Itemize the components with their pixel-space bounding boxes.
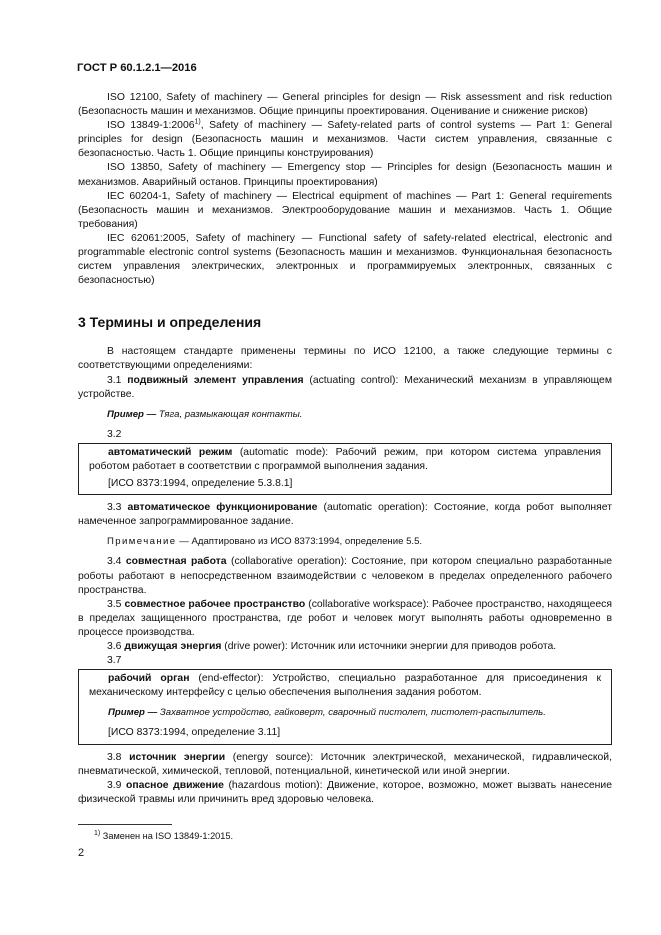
term-entry: 3.8 источник энергии (energy source): Источник электрической, механической, гидравлической, пневматической, химической, тепловой, потенциальной, кинетической или иной энергии.	[78, 751, 612, 777]
footnote-divider	[78, 824, 172, 825]
page-content	[78, 91, 612, 807]
term-note: Примечание — Адаптировано из ИСО 8373:1994, определение 5.5.	[107, 536, 423, 548]
term-entry: 3.4 совместная работа (collaborative operation): Состояние, при котором специально разработанные роботы работают в непосредственном взаимодействии с человеком в пределах определенного рабочего пространства.	[78, 556, 612, 596]
section-title: 3 Термины и определения	[78, 314, 262, 331]
term-example: Пример — Захватное устройство, гайковерт, сварочный пистолет, пистолет-распылитель.	[108, 707, 546, 719]
reference-item: ISO 13850, Safety of machinery — Emergency stop — Principles for design (Безопасность машин и механизмов. Аварийный останов. Принципы проектирования)	[78, 162, 613, 188]
term-entry: автоматический режим (automatic mode): Рабочий режим, при котором система управления роботом работает в соответствии с программой выполнения задания.	[89, 446, 602, 472]
footnote-marker: 1)	[194, 118, 201, 126]
term-entry: 3.9 опасное движение (hazardous motion): Движение, которое, возможно, может вызвать нанесение физической травмы или причинить вред здоровью человека.	[78, 779, 612, 805]
term-entry: 3.5 совместное рабочее пространство (collaborative workspace): Рабочее пространство, находящееся в пределах защищенного пространства, где робот и человек могут выполнять работы одновременно в процессе производства.	[78, 598, 612, 638]
term-source: [ИСО 8373:1994, определение 3.11]	[108, 727, 281, 739]
document-header: ГОСТ Р 60.1.2.1—2016	[77, 62, 197, 74]
term-box	[78, 669, 612, 744]
term-entry: 3.3 автоматическое функционирование (automatic operation): Состояние, когда робот выполняет намеченное запрограммированное задание.	[78, 502, 612, 528]
term-example: Пример — Тяга, размыкающая контакты.	[107, 408, 303, 420]
term-number: 3.2	[107, 428, 122, 440]
term-entry: 3.6 движущая энергия (drive power): Источник или источники энергии для приводов робота.	[107, 641, 557, 652]
page-number: 2	[78, 847, 85, 859]
section-intro: В настоящем стандарте применены термины по ИСО 12100, а также следующие термины с соответствующими определениями:	[78, 346, 612, 372]
reference-item: IEC 62061:2005, Safety of machinery — Functional safety of safety-related electrical, electronic and programmable electronic control systems (Безопасность машин и механизмов. Функциональная безопасность систем управления электрических, электронных и программируемых электронных, связанных с безопасностью)	[78, 232, 613, 287]
reference-item: IEC 60204-1, Safety of machinery — Electrical equipment of machines — Part 1: General requirements (Безопасность машин и механизмов. Электрооборудование машин и механизмов. Часть 1. Общие требования)	[78, 190, 613, 230]
term-box	[78, 443, 612, 495]
term-number: 3.7	[107, 655, 122, 667]
reference-item: ISO 12100, Safety of machinery — General principles for design — Risk assessment and risk reduction (Безопасность машин и механизмов. Общие принципы проектирования. Оценивание и снижение рисков)	[78, 92, 613, 118]
term-entry: 3.1 подвижный элемент управления (actuating control): Механический механизм в управляющем устройстве.	[78, 374, 612, 400]
footnote: $^{1)}$ Заменен на ISO 13849-1:2015.	[94, 829, 234, 841]
reference-item: ISO 13849-1:2006$^{1)}$, Safety of machinery — Safety-related parts of control systems — Part 1: General principles for design (Безопасность машин и механизмов. Части систем управления, связанные с безопасностью. Часть 1. Общие принципы конструирования)	[78, 118, 613, 160]
term-source: [ИСО 8373:1994, определение 5.3.8.1]	[108, 478, 293, 490]
term-entry: рабочий орган (end-effector): Устройство, специально разработанное для присоединения к механическому интерфейсу с целью обеспечения выполнения задания роботом.	[89, 673, 601, 699]
